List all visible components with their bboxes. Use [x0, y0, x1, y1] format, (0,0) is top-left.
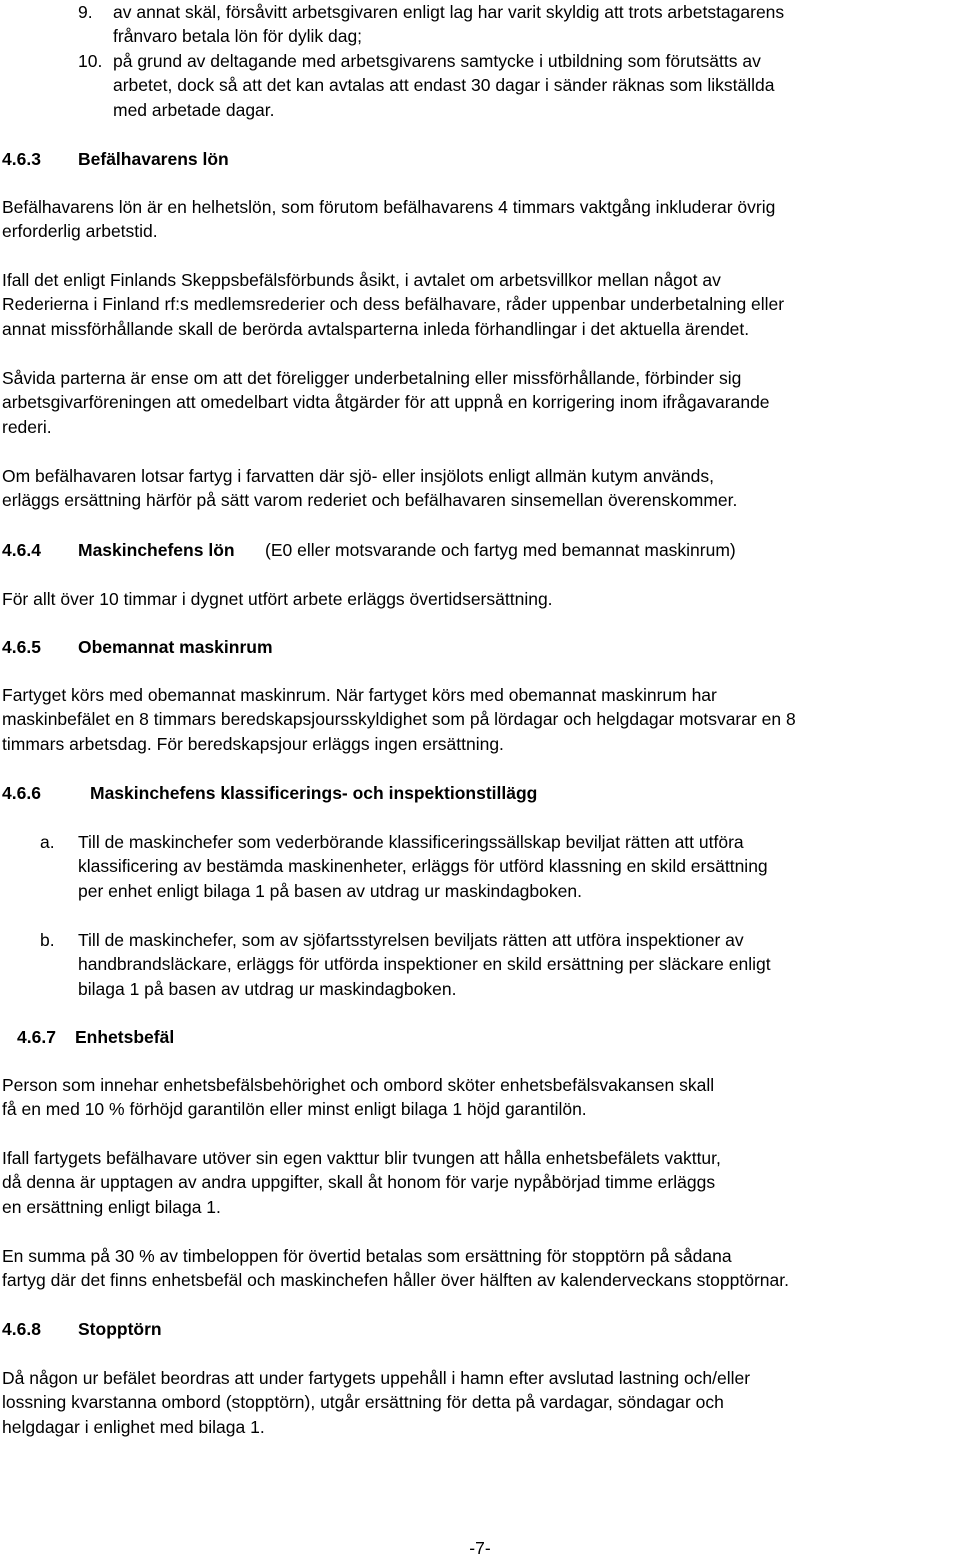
paragraph: En summa på 30 % av timbeloppen för övertid betalas som ersättning för stopptörn på sådana fartyg där det finns enhetsbefäl och maskinchefen håller över hälften av kalenderveckans stopptörnar.	[2, 1246, 789, 1291]
paragraph: Om befälhavaren lotsar fartyg i farvatten där sjö- eller insjölots enligt allmän kutym används, erläggs ersättning härför på sätt varom rederiet och befälhavaren sinsemellan överenskommer.	[2, 466, 738, 511]
paragraph: Befälhavarens lön är en helhetslön, som förutom befälhavarens 4 timmars vaktgång inkluderar övrig erforderlig arbetstid.	[2, 197, 776, 242]
paragraph: Person som innehar enhetsbefälsbehörighet och ombord sköter enhetsbefälsvakansen skall få en med 10 % förhöjd garantilön eller minst enligt bilaga 1 höjd garantilön.	[2, 1075, 715, 1120]
section-number: 4.6.7	[17, 1027, 56, 1047]
section-title: Stopptörn	[78, 1319, 162, 1339]
page-number: -7-	[469, 1538, 491, 1558]
list-text: på grund av deltagande med arbetsgivarens samtycke i utbildning som förutsätts av arbetet, dock så att det kan avtalas att endast 30 dagar i sänder räknas som likställda med arbetade dagar.	[113, 51, 775, 120]
list-text: Till de maskinchefer som vederbörande klassificeringssällskap beviljat rätten att utföra klassificering av bestämda maskinenheter, erläggs för utförd klassning en skild ersättning per enhet enligt bilaga 1 på basen av utdrag ur maskindagboken.	[78, 832, 768, 901]
list-item-a	[40, 830, 958, 903]
section-title: Maskinchefens lön	[78, 540, 235, 560]
list-letter: a.	[40, 832, 55, 852]
section-title: Maskinchefens klassificerings- och inspektionstillägg	[90, 783, 538, 803]
section-number: 4.6.3	[2, 149, 41, 169]
section-title: Befälhavarens lön	[78, 149, 229, 169]
paragraph: Ifall fartygets befälhavare utöver sin egen vakttur blir tvungen att hålla enhetsbefälets vakttur, då denna är upptagen av andra uppgifter, skall åt honom för varje nypåbörjad timme erläggs en ersättning enligt bilaga 1.	[2, 1148, 721, 1217]
section-title: Obemannat maskinrum	[78, 637, 273, 657]
section-number: 4.6.5	[2, 637, 41, 657]
section-number: 4.6.6	[2, 783, 41, 803]
list-number: 9.	[78, 2, 93, 22]
section-subtitle: (E0 eller motsvarande och fartyg med bemannat maskinrum)	[265, 540, 736, 560]
section-number: 4.6.8	[2, 1319, 41, 1339]
paragraph: Då någon ur befälet beordras att under fartygets uppehåll i hamn efter avslutad lastning och/eller lossning kvarstanna ombord (stopptörn), utgår ersättning för detta på vardagar, söndagar och helgdagar i enlighet med bilaga 1.	[2, 1368, 751, 1437]
section-title: Enhetsbefäl	[75, 1027, 175, 1047]
paragraph: Fartyget körs med obemannat maskinrum. När fartyget körs med obemannat maskinrum har maskinbefälet en 8 timmars beredskapsjoursskyldighet som på lördagar och helgdagar motsvarar en 8 timmars arbetsdag. För beredskapsjour erläggs ingen ersättning.	[2, 685, 796, 754]
list-number: 10.	[78, 51, 103, 71]
paragraph: Såvida parterna är ense om att det föreligger underbetalning eller missförhållande, förbinder sig arbetsgivarföreningen att omedelbart vidta åtgärder för att uppnå en korrigering inom ifrågavarande rederi.	[2, 368, 770, 437]
paragraph: För allt över 10 timmar i dygnet utfört arbete erläggs övertidsersättning.	[2, 589, 553, 609]
paragraph: Ifall det enligt Finlands Skeppsbefälsförbunds åsikt, i avtalet om arbetsvillkor mellan något av Rederierna i Finland rf:s medlemsrederier och dess befälhavare, råder uppenbar underbetalning eller annat missförhållande skall de berörda avtalsparterna inleda förhandlingar i det aktuella ärendet.	[2, 270, 785, 339]
list-text: Till de maskinchefer, som av sjöfartsstyrelsen beviljats rätten att utföra inspektioner av handbrandsläckare, erläggs för utförda inspektioner en skild ersättning per släckare enligt bilaga 1 på basen av utdrag ur maskindagboken.	[78, 930, 771, 999]
list-text: av annat skäl, försåvitt arbetsgivaren enligt lag har varit skyldig att trots arbetstagarens frånvaro betala lön för dylik dag;	[113, 2, 785, 47]
list-item-10	[78, 49, 958, 122]
section-number: 4.6.4	[2, 540, 41, 560]
list-letter: b.	[40, 930, 55, 950]
list-item-9	[78, 0, 958, 49]
list-item-b	[40, 928, 958, 1001]
